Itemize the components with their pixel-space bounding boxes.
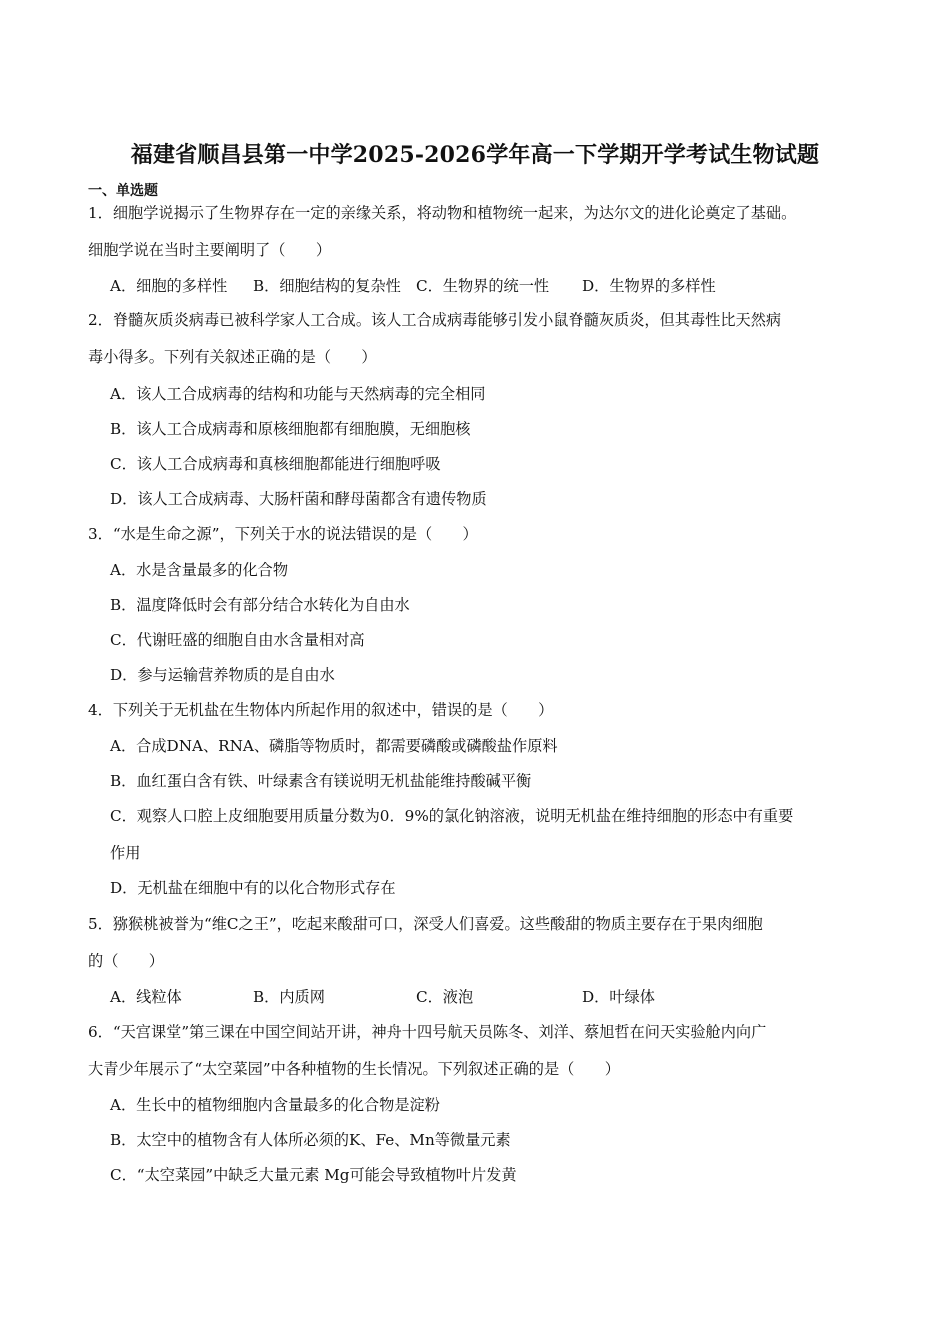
- question-2-option-a: A．该人工合成病毒的结构和功能与天然病毒的完全相同: [110, 385, 486, 403]
- question-6-option-c: C．“太空菜园”中缺乏大量元素 Mg可能会导致植物叶片发黄: [110, 1166, 517, 1184]
- question-1-stem-line-1: 1．细胞学说揭示了生物界存在一定的亲缘关系，将动物和植物统一起来，为达尔文的进化论奠定了基础。: [88, 204, 797, 222]
- question-1-option-c: C．生物界的统一性: [416, 277, 550, 295]
- question-4-option-c-continued: 作用: [110, 844, 141, 862]
- question-5-option-a: A．线粒体: [110, 988, 182, 1006]
- question-4-option-a: A．合成DNA、RNA、磷脂等物质时，都需要磷酸或磷酸盐作原料: [110, 737, 558, 755]
- question-6-stem-line-2: 大青少年展示了“太空菜园”中各种植物的生长情况。下列叙述正确的是（ ）: [88, 1060, 620, 1078]
- question-4-option-b: B．血红蛋白含有铁、叶绿素含有镁说明无机盐能维持酸碱平衡: [110, 772, 532, 790]
- question-5-stem-line-1: 5．猕猴桃被誉为“维C之王”，吃起来酸甜可口，深受人们喜爱。这些酸甜的物质主要存在于果肉细胞: [88, 915, 763, 933]
- document-title: 福建省顺昌县第一中学2025-2026学年高一下学期开学考试生物试题: [130, 142, 820, 168]
- question-5-option-c: C．液泡: [416, 988, 474, 1006]
- question-2-stem-line-2: 毒小得多。下列有关叙述正确的是（ ）: [88, 348, 377, 366]
- question-4-option-c: C．观察人口腔上皮细胞要用质量分数为0．9%的氯化钠溶液，说明无机盐在维持细胞的形态中有重要: [110, 807, 794, 825]
- question-3-option-d: D．参与运输营养物质的是自由水: [110, 666, 335, 684]
- question-3-stem-line-1: 3．“水是生命之源”，下列关于水的说法错误的是（ ）: [88, 525, 478, 543]
- question-1-stem-line-2: 细胞学说在当时主要阐明了（ ）: [88, 241, 331, 259]
- question-6-option-a: A．生长中的植物细胞内含量最多的化合物是淀粉: [110, 1096, 440, 1114]
- question-5-options: [0, 987, 950, 1007]
- question-6-option-b: B．太空中的植物含有人体所必须的K、Fe、Mn等微量元素: [110, 1131, 511, 1149]
- question-1-options: [0, 276, 950, 296]
- question-4-stem-line-1: 4．下列关于无机盐在生物体内所起作用的叙述中，错误的是（ ）: [88, 701, 554, 719]
- question-2-option-c: C．该人工合成病毒和真核细胞都能进行细胞呼吸: [110, 455, 441, 473]
- question-4-option-d: D．无机盐在细胞中有的以化合物形式存在: [110, 879, 396, 897]
- question-3-option-a: A．水是含量最多的化合物: [110, 561, 289, 579]
- question-1-option-a: A．细胞的多样性: [110, 277, 228, 295]
- question-3-option-c: C．代谢旺盛的细胞自由水含量相对高: [110, 631, 365, 649]
- question-5-stem-line-2: 的（ ）: [88, 952, 164, 970]
- section-heading: 一、单选题: [88, 183, 158, 199]
- question-3-option-b: B．温度降低时会有部分结合水转化为自由水: [110, 596, 410, 614]
- question-1-option-b: B．细胞结构的复杂性: [253, 277, 401, 295]
- question-5-option-d: D．叶绿体: [582, 988, 655, 1006]
- question-2-stem-line-1: 2．脊髓灰质炎病毒已被科学家人工合成。该人工合成病毒能够引发小鼠脊髓灰质炎，但其毒性比天然病: [88, 311, 782, 329]
- question-6-stem-line-1: 6．“天宫课堂”第三课在中国空间站开讲，神舟十四号航天员陈冬、刘洋、蔡旭哲在问天实验舱内向广: [88, 1023, 767, 1041]
- question-2-option-b: B．该人工合成病毒和原核细胞都有细胞膜，无细胞核: [110, 420, 471, 438]
- question-2-option-d: D．该人工合成病毒、大肠杆菌和酵母菌都含有遗传物质: [110, 490, 487, 508]
- question-1-option-d: D．生物界的多样性: [582, 277, 716, 295]
- question-5-option-b: B．内质网: [253, 988, 325, 1006]
